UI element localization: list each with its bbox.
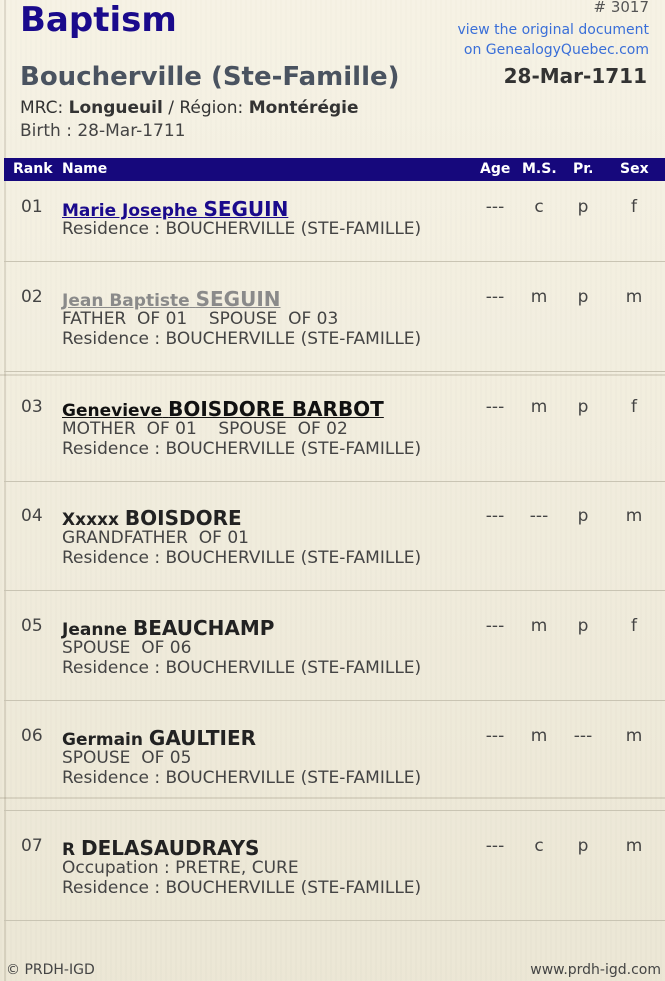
row-divider [4, 920, 665, 921]
footer-copyright: © PRDH-IGD [6, 962, 95, 978]
sex-value: m [625, 726, 643, 746]
row-divider [4, 700, 665, 701]
paper-fold [0, 374, 665, 376]
residence-line: Residence : BOUCHERVILLE (STE-FAMILLE) [62, 329, 422, 349]
mrc-label: MRC: [20, 98, 69, 118]
age-value: --- [485, 836, 505, 856]
marital-status-value: m [530, 397, 548, 417]
row-rank: 02 [21, 287, 43, 307]
surname[interactable]: SEGUIN [195, 287, 281, 311]
present-value: p [577, 836, 589, 856]
marital-status-value: m [530, 616, 548, 636]
person-name [62, 506, 242, 530]
age-value: --- [485, 287, 505, 307]
marital-status-value: m [530, 287, 548, 307]
sex-value: f [631, 397, 637, 417]
row-rank: 05 [21, 616, 43, 636]
record-number: # 3017 [593, 0, 649, 16]
surname: BEAUCHAMP [132, 616, 275, 640]
residence-line: Residence : BOUCHERVILLE (STE-FAMILLE) [62, 548, 422, 568]
table-header [4, 158, 665, 181]
residence-line: Residence : BOUCHERVILLE (STE-FAMILLE) [62, 439, 422, 459]
sex-value: f [631, 616, 637, 636]
given-name: R [62, 840, 76, 860]
link-line-2[interactable]: on GenealogyQuebec.com [463, 42, 649, 58]
relation-line: MOTHER OF 01 SPOUSE OF 02 [62, 419, 348, 439]
header-name: Name [62, 161, 108, 177]
parish-name: Boucherville (Ste-Famille) [20, 62, 400, 92]
given-name[interactable]: Marie Josephe [62, 201, 198, 221]
present-value: p [577, 506, 589, 526]
age-value: --- [485, 197, 505, 217]
row-divider [4, 261, 665, 262]
mrc-value: Longueuil [68, 98, 163, 118]
row-rank: 03 [21, 397, 43, 417]
marital-status-value: --- [529, 506, 549, 526]
residence-line: Residence : BOUCHERVILLE (STE-FAMILLE) [62, 768, 422, 788]
surname: GAULTIER [148, 726, 257, 750]
paper-fold [0, 797, 665, 799]
row-rank: 06 [21, 726, 43, 746]
marital-status-value: c [534, 197, 544, 217]
residence-line: Residence : BOUCHERVILLE (STE-FAMILLE) [62, 878, 422, 898]
given-name: Germain [62, 730, 143, 750]
marital-status-value: m [530, 726, 548, 746]
person-name-link[interactable] [62, 397, 384, 421]
original-document-link[interactable] [457, 20, 649, 60]
residence-line: Residence : BOUCHERVILLE (STE-FAMILLE) [62, 219, 422, 239]
person-name [62, 836, 259, 860]
age-value: --- [485, 726, 505, 746]
person-name [62, 616, 274, 640]
marital-status-value: c [534, 836, 544, 856]
footer-website-link[interactable]: www.prdh-igd.com [530, 962, 661, 978]
paper-edge [4, 0, 6, 981]
occupation-line: Occupation : PRETRE, CURE [62, 858, 299, 878]
relation-line: SPOUSE OF 06 [62, 638, 192, 658]
record-date: 28-Mar-1711 [503, 64, 647, 88]
relation-line: FATHER OF 01 SPOUSE OF 03 [62, 309, 339, 329]
surname[interactable]: SEGUIN [203, 197, 289, 221]
link-line-1[interactable]: view the original document [457, 22, 649, 38]
surname: BOISDORE [124, 506, 242, 530]
row-divider [4, 590, 665, 591]
present-value: p [577, 397, 589, 417]
region-line [20, 98, 359, 118]
present-value: p [577, 616, 589, 636]
given-name: Xxxxx [62, 510, 119, 530]
birth-line: Birth : 28-Mar-1711 [20, 121, 186, 141]
given-name[interactable]: Genevieve [62, 401, 163, 421]
sex-value: m [625, 836, 643, 856]
header-age: Age [480, 161, 511, 177]
header-marital-status: M.S. [522, 161, 557, 177]
sex-value: m [625, 287, 643, 307]
present-value: p [577, 287, 589, 307]
age-value: --- [485, 506, 505, 526]
person-name [62, 726, 256, 750]
header-sex: Sex [620, 161, 649, 177]
row-divider [4, 481, 665, 482]
person-name-link[interactable] [62, 287, 281, 311]
region-label: / Région: [162, 98, 249, 118]
present-value: p [577, 197, 589, 217]
given-name: Jeanne [62, 620, 128, 640]
sex-value: m [625, 506, 643, 526]
record-type-title: Baptism [20, 0, 177, 40]
age-value: --- [485, 616, 505, 636]
surname[interactable]: BOISDORE BARBOT [168, 397, 384, 421]
relation-line: GRANDFATHER OF 01 [62, 528, 249, 548]
row-divider [4, 810, 665, 811]
row-divider [4, 371, 665, 372]
relation-line: SPOUSE OF 05 [62, 748, 192, 768]
row-rank: 01 [21, 197, 43, 217]
residence-line: Residence : BOUCHERVILLE (STE-FAMILLE) [62, 658, 422, 678]
given-name[interactable]: Jean Baptiste [62, 291, 190, 311]
sex-value: f [631, 197, 637, 217]
present-value: --- [573, 726, 593, 746]
age-value: --- [485, 397, 505, 417]
row-rank: 04 [21, 506, 43, 526]
surname: DELASAUDRAYS [81, 836, 260, 860]
person-name-link[interactable] [62, 197, 288, 221]
header-present: Pr. [573, 161, 594, 177]
row-rank: 07 [21, 836, 43, 856]
region-value: Montérégie [248, 98, 359, 118]
header-rank: Rank [13, 161, 53, 177]
